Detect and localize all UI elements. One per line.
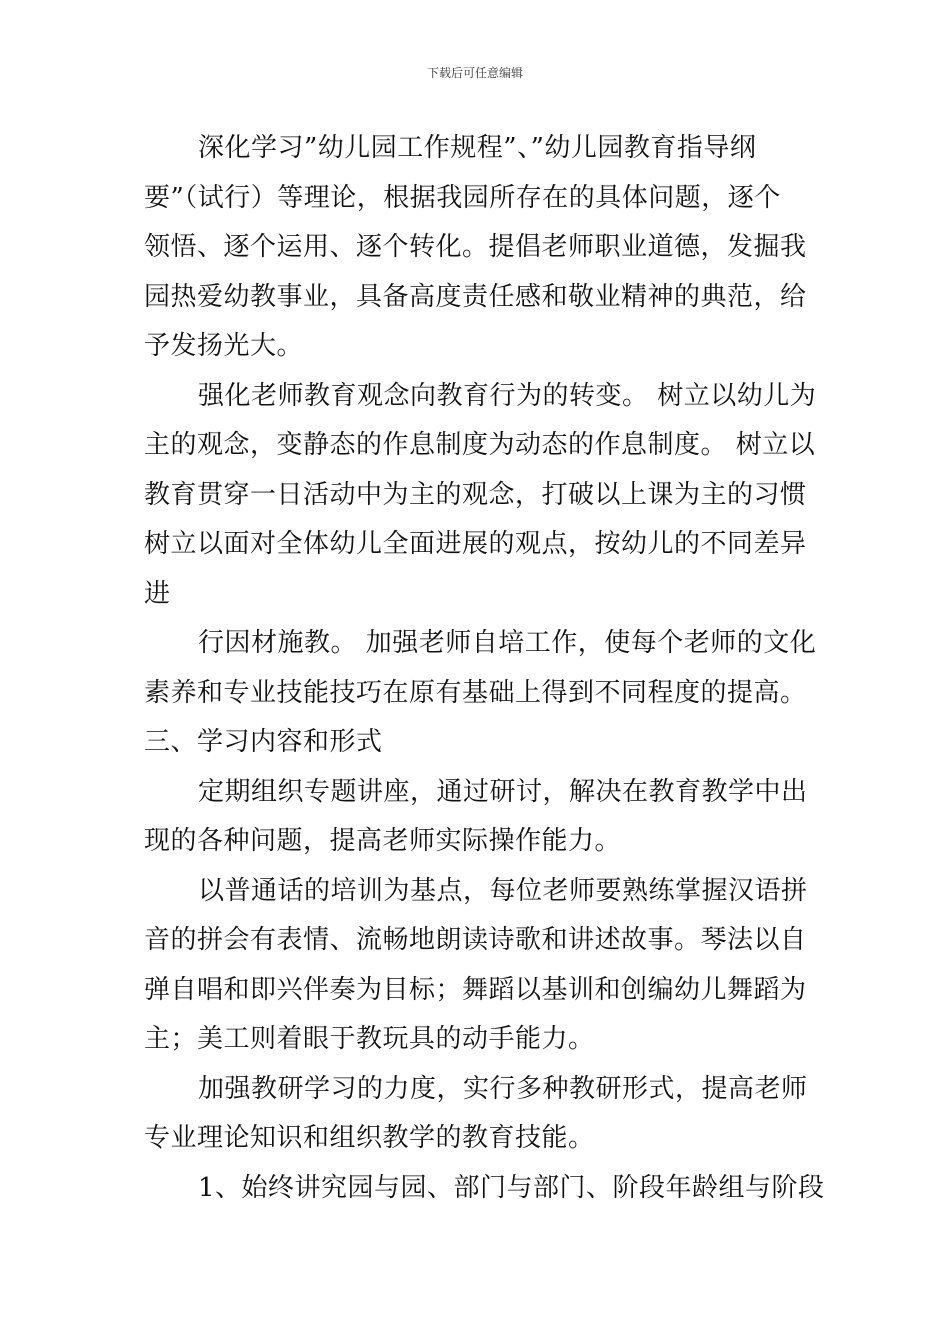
text-line: 音的拼会有表情、流畅地朗读诗歌和讲述故事。琴法以自 — [144, 925, 807, 955]
text-line: 行因材施教。 加强老师自培工作，使每个老师的文化 — [198, 628, 817, 658]
text-line: 1、始终讲究园与园、部门与部门、阶段年龄组与阶段 — [198, 1172, 825, 1203]
text-line: 弹自唱和即兴伴奏为目标；舞蹈以基训和创编幼儿舞蹈为 — [144, 974, 807, 1005]
text-line: 领悟、逐个运用、逐个转化。提倡老师职业道德，发掘我 — [144, 232, 807, 262]
document-body — [144, 124, 825, 1213]
text-line: 以普通话的培训为基点，每位老师要熟练掌握汉语拼 — [198, 875, 808, 906]
text-line: 予发扬光大。 — [144, 331, 304, 361]
section-heading: 三、学习内容和形式 — [144, 727, 383, 757]
text-line: 教育贯穿一日活动中为主的观念，打破以上课为主的习惯 — [144, 479, 807, 510]
text-line: 园热爱幼教事业，具备高度责任感和敬业精神的典范，给 — [144, 281, 807, 312]
text-line: 强化老师教育观念向教育行为的转变。 树立以幼儿为 — [198, 380, 817, 411]
text-line: 主；美工则着眼于教玩具的动手能力。 — [144, 1024, 595, 1054]
text-line: 进 — [144, 578, 171, 609]
text-line: 深化学习”幼儿园工作规程”、”幼儿园教育指导纲 — [198, 133, 757, 163]
text-line: 主的观念，变静态的作息制度为动态的作息制度。 树立以 — [144, 430, 816, 460]
text-line: 现的各种问题，提高老师实际操作能力。 — [144, 826, 622, 856]
text-line: 树立以面对全体幼儿全面进展的观点，按幼儿的不同差异 — [144, 529, 807, 559]
text-line: 定期组织专题讲座，通过研讨，解决在教育教学中出 — [198, 776, 808, 807]
text-line: 要”（试行）等理论，根据我园所存在的具体问题，逐个 — [144, 182, 781, 213]
text-line: 专业理论知识和组织教学的教育技能。 — [144, 1123, 595, 1153]
text-line: 素养和专业技能技巧在原有基础上得到不同程度的提高。 — [144, 677, 807, 708]
text-line: 加强教研学习的力度，实行多种教研形式，提高老师 — [198, 1073, 808, 1104]
page-header-note: 下载后可任意编辑 — [426, 66, 523, 80]
